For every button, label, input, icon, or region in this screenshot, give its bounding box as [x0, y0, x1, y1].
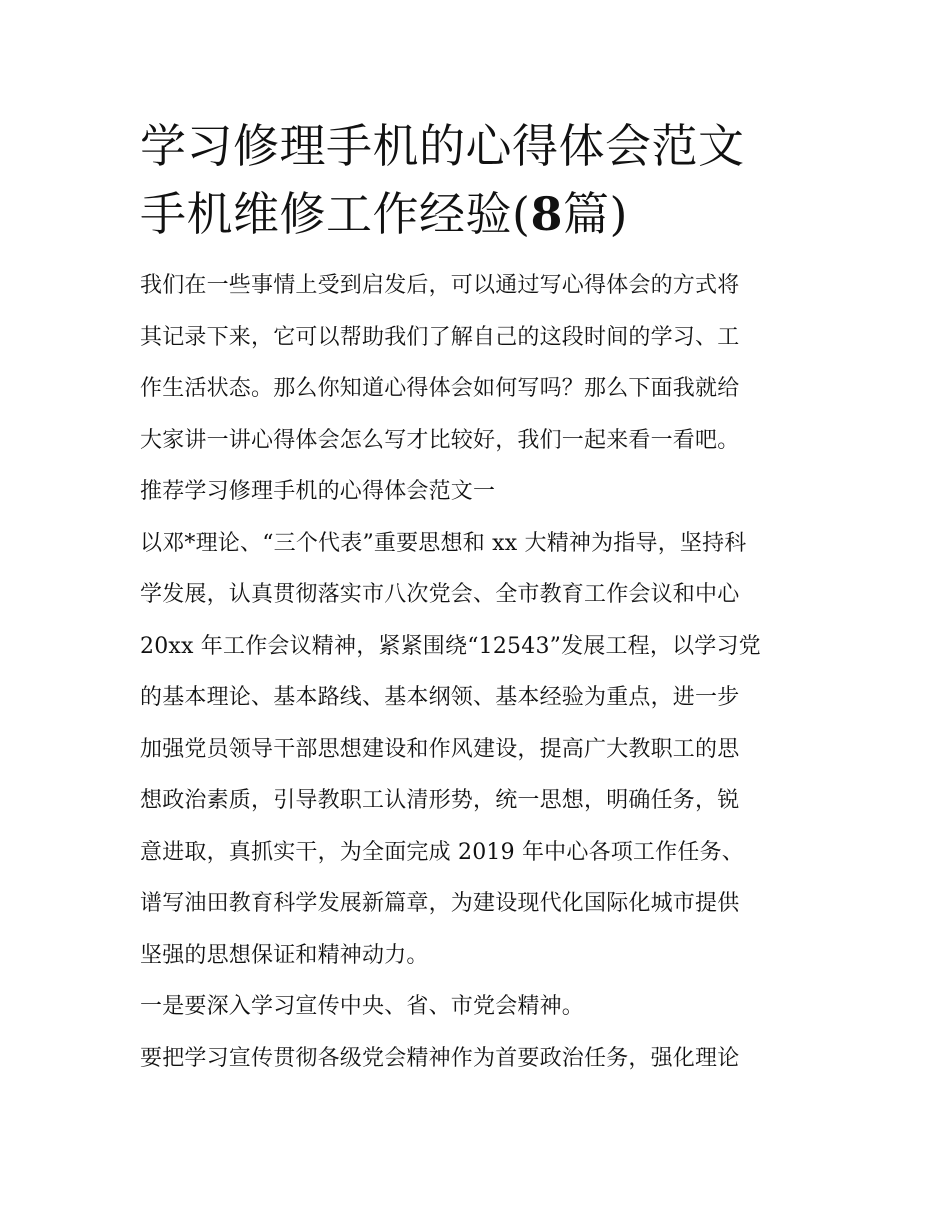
- body-line: 以邓*理论、“三个代表”重要思想和 xx 大精神为指导，坚持科: [140, 530, 747, 556]
- body-line: 20xx 年工作会议精神，紧紧围绕“12543”发展工程，以学习党: [140, 633, 761, 659]
- body-line: 加强党员领导干部思想建设和作风建设，提高广大教职工的思: [140, 736, 740, 762]
- body-line: 大家讲一讲心得体会怎么写才比较好，我们一起来看一看吧。: [140, 427, 740, 453]
- body-line: 我们在一些事情上受到启发后，可以通过写心得体会的方式将: [140, 273, 740, 298]
- body-line: 其记录下来，它可以帮助我们了解自己的这段时间的学习、工: [140, 324, 740, 350]
- title-line-2-suffix: 篇): [562, 187, 628, 241]
- body-line: 学发展，认真贯彻落实市八次党会、全市教育工作会议和中心: [140, 582, 740, 607]
- body-line: 意进取，真抓实干，为全面完成 2019 年中心各项工作任务、: [140, 839, 744, 865]
- point-heading: 一是要深入学习宣传中央、省、市党会精神。: [140, 994, 585, 1019]
- title-line-2-prefix: 手机维修工作经验(: [140, 187, 531, 241]
- title-line-2-number: 8: [530, 187, 563, 241]
- section-heading: 推荐学习修理手机的心得体会范文一: [140, 479, 496, 504]
- body-line: 想政治素质，引导教职工认清形势，统一思想，明确任务，锐: [140, 788, 740, 813]
- body-line: 坚强的思想保证和精神动力。: [140, 942, 429, 968]
- body-line: 谱写油田教育科学发展新篇章，为建设现代化国际化城市提供: [140, 891, 740, 916]
- body-line: 要把学习宣传贯彻各级党会精神作为首要政治任务，强化理论: [140, 1045, 740, 1071]
- document-body: [140, 260, 812, 1084]
- document-page: [140, 112, 812, 1084]
- body-line: 的基本理论、基本路线、基本纲领、基本经验为重点，进一步: [140, 685, 740, 710]
- title-line-1: 学习修理手机的心得体会范文: [140, 119, 745, 173]
- body-line: 作生活状态。那么你知道心得体会如何写吗？那么下面我就给: [140, 376, 740, 401]
- document-title: [140, 112, 812, 248]
